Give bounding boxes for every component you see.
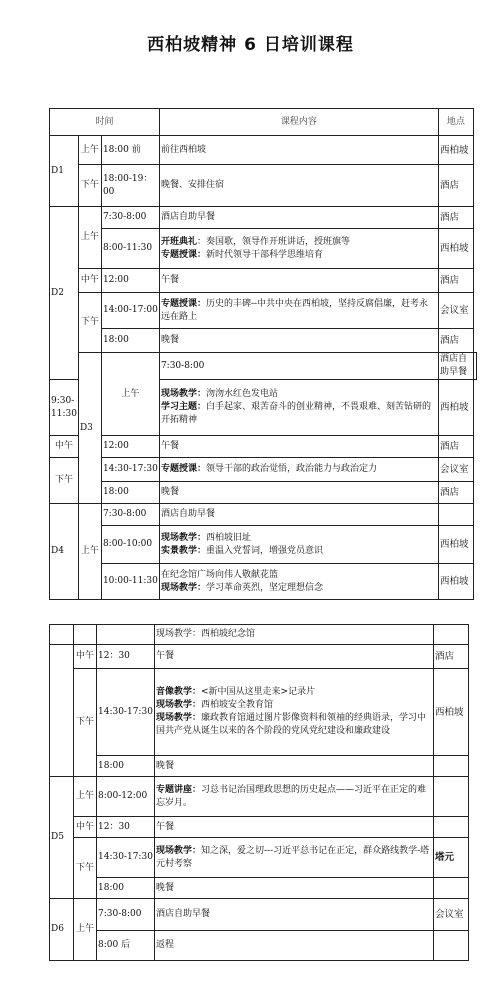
content-label: 专题讲座： (156, 784, 202, 795)
content-label: 现场教学： (160, 532, 206, 543)
location-cell: 会议室 (438, 293, 473, 329)
table-row (50, 353, 477, 380)
table-row (50, 293, 477, 329)
content-label: 开班典礼 (160, 236, 197, 247)
content-cell: 午餐 (155, 645, 434, 669)
time-cell: 12：30 (97, 817, 155, 838)
location-cell: 酒店 (434, 645, 469, 669)
content-line: 在纪念馆广场向伟人敬献花篮 (160, 569, 278, 580)
content-cell (159, 380, 438, 436)
schedule-table-2 (49, 624, 469, 961)
content-cell: 酒店自助早餐 (438, 353, 473, 380)
content-label: 专题授课： (160, 249, 206, 260)
table-row (50, 669, 469, 756)
table-row (50, 564, 477, 600)
location-cell: 会议室 (434, 899, 469, 931)
table-row (50, 504, 477, 526)
time-cell: 18:00 (101, 482, 159, 504)
table-row (50, 625, 469, 645)
period-label: 上午 (74, 777, 97, 817)
location-cell: 酒店 (438, 436, 473, 458)
location-cell (473, 353, 476, 380)
content-text: <新中国从这里走来>记录片 (201, 687, 316, 697)
content-line (161, 532, 437, 545)
content-line (161, 388, 437, 401)
content-cell (155, 838, 434, 878)
document-title: 西柏坡精神 6 日培训课程 (147, 35, 354, 55)
content-label: 专题授课： (160, 298, 206, 309)
time-cell: 14:30-17:30 (97, 838, 155, 878)
content-label: 学习主题： (160, 402, 206, 412)
period-label: 中午 (74, 817, 97, 838)
table-row (50, 165, 477, 207)
content-cell: 晚餐 (155, 878, 434, 899)
day-label: D4 (50, 504, 79, 600)
period-label: 上午 (74, 899, 97, 961)
content-cell: 午餐 (159, 436, 438, 458)
location-cell: 塔元 (434, 838, 469, 878)
time-cell: 8:00-12:00 (97, 777, 155, 817)
table-row (50, 436, 477, 458)
content-line (156, 712, 432, 738)
content-line (161, 249, 437, 262)
time-cell: 18:00 (97, 756, 155, 777)
content-cell: 现场教学：西柏坡纪念馆 (155, 625, 434, 645)
content-line (161, 401, 437, 427)
content-text: 白手起家、艰苦奋斗的创业精神，不畏艰难、刻苦钻研的开拓精神 (160, 402, 431, 425)
content-line (161, 545, 437, 558)
content-text: 西柏坡安全教育馆 (201, 700, 274, 710)
time-cell: 10:00-11:30 (101, 564, 159, 600)
content-cell: 前往西柏坡 (159, 136, 438, 165)
content-text: 知之深，爱之切---习近平总书记在正定，群众路线教学-塔元村考察 (156, 845, 430, 869)
period-label: 下午 (78, 165, 101, 207)
day-label: D2 (50, 207, 79, 380)
content-line (161, 582, 437, 595)
content-label: 专题授课： (160, 464, 206, 474)
content-cell (159, 293, 438, 329)
content-cell (159, 229, 438, 269)
location-cell (438, 504, 473, 526)
period-label: 中午 (78, 269, 101, 293)
content-text: 新时代领导干部科学思维培育 (205, 249, 323, 260)
content-text: 重温入党誓词，增强党员意识 (205, 545, 323, 556)
schedule-table-1 (49, 108, 477, 600)
content-cell (159, 564, 438, 600)
location-cell: 酒店 (438, 207, 473, 229)
content-cell (155, 777, 434, 817)
period-label: 上午 (101, 353, 159, 436)
day-label: D1 (50, 136, 79, 207)
table-row (50, 207, 477, 229)
location-cell: 西柏坡 (438, 136, 473, 165)
table-header-row (50, 109, 477, 136)
period-label: 上午 (78, 136, 101, 165)
period-label: 下午 (74, 669, 97, 777)
time-cell: 7:30-8:00 (101, 504, 159, 526)
content-label: 现场教学： (156, 713, 202, 723)
content-line (156, 686, 432, 699)
period-label: 下午 (50, 458, 79, 504)
header-location: 地点 (438, 109, 473, 136)
time-cell: 7:30-8:00 (159, 353, 438, 380)
time-cell: 7:30-8:00 (97, 899, 155, 931)
content-cell: 晚餐 (159, 482, 438, 504)
content-label: 音像教学： (156, 687, 202, 697)
content-text: 廉政教育馆通过图片影像资料和领袖的经典语录，学习中国共产党从诞生以来的各个阶段的党风党纪建设和廉政建设 (156, 713, 427, 736)
time-cell: 12:00 (101, 269, 159, 293)
period-label: 下午 (74, 838, 97, 899)
content-cell: 酒店自助早餐 (159, 504, 438, 526)
content-cell: 晚餐、安排住宿 (159, 165, 438, 207)
table-row (50, 817, 469, 838)
content-cell (155, 669, 434, 756)
content-cell: 酒店自助早餐 (159, 207, 438, 229)
time-cell: 9:30-11:30 (50, 380, 79, 436)
time-cell: 7:30-8:00 (101, 207, 159, 229)
time-cell: 8:00-11:30 (101, 229, 159, 269)
location-cell: 西柏坡 (434, 669, 469, 756)
time-cell: 12:00 (101, 436, 159, 458)
period-label: 中午 (74, 645, 97, 669)
table-row (50, 838, 469, 878)
time-cell: 12：30 (97, 645, 155, 669)
table-row (50, 931, 469, 961)
time-cell: 18:00-19：00 (101, 165, 159, 207)
location-cell: 酒店 (438, 165, 473, 207)
time-cell: 18:00 (101, 329, 159, 353)
day-label: D5 (50, 777, 74, 899)
content-line (161, 236, 437, 249)
time-cell: 14:30-17:30 (97, 669, 155, 756)
table-row (50, 777, 469, 817)
table-row (50, 229, 477, 269)
content-text: 领导干部的政治觉悟，政治能力与政治定力 (205, 464, 377, 474)
table-row (50, 458, 477, 482)
location-cell: 西柏坡 (438, 229, 473, 269)
content-line (156, 699, 432, 712)
content-cell: 晚餐 (155, 756, 434, 777)
location-cell: 西柏坡 (438, 526, 473, 564)
content-label: 现场教学： (160, 389, 206, 399)
content-text: 历史的丰碑--中共中央在西柏坡，坚持反腐倡廉，赶考永远在路上 (160, 298, 429, 322)
content-cell: 午餐 (155, 817, 434, 838)
period-label: 上午 (78, 504, 101, 600)
table-row (50, 899, 469, 931)
period-label: 中午 (50, 436, 79, 458)
day-label: D6 (50, 899, 74, 961)
time-cell: 14:00-17:00 (101, 293, 159, 329)
time-cell: 18:00 前 (101, 136, 159, 165)
content-text: 西柏坡旧址 (205, 532, 251, 543)
content-text: 习总书记治国理政思想的历史起点——习近平在正定的难忘岁月。 (156, 784, 427, 808)
location-cell: 西柏坡 (438, 564, 473, 600)
location-cell: 酒店 (438, 329, 473, 353)
content-cell: 晚餐 (159, 329, 438, 353)
table-row (50, 482, 477, 504)
content-text: 沕沕水红色发电站 (205, 389, 278, 399)
table-row (50, 756, 469, 777)
table-row (50, 526, 477, 564)
table-row (50, 269, 477, 293)
location-cell: 会议室 (438, 458, 473, 482)
time-cell: 18:00 (97, 878, 155, 899)
location-cell: 酒店 (438, 269, 473, 293)
content-label: 现场教学： (160, 582, 206, 593)
content-cell: 午餐 (159, 269, 438, 293)
content-cell (159, 526, 438, 564)
period-label: 下午 (78, 293, 101, 353)
location-cell: 西柏坡 (438, 380, 473, 436)
time-cell: 8:00 后 (97, 931, 155, 961)
table-row (50, 878, 469, 899)
location-cell: 酒店 (438, 482, 473, 504)
content-text: 学习革命英烈，坚定理想信念 (205, 582, 323, 593)
content-text: ：奏国歌，领导作开班讲话，授班旗等 (196, 236, 350, 247)
table-row (50, 645, 469, 669)
content-label: 现场教学： (156, 845, 202, 856)
header-content: 课程内容 (159, 109, 438, 136)
content-cell (159, 458, 438, 482)
table-row (50, 329, 477, 353)
period-label: 上午 (78, 207, 101, 269)
day-label: D3 (78, 353, 101, 504)
time-cell: 14:30-17:30 (101, 458, 159, 482)
header-time: 时间 (50, 109, 160, 136)
content-label: 现场教学： (156, 700, 202, 710)
table-row (50, 136, 477, 165)
content-cell: 返程 (155, 931, 434, 961)
content-cell: 酒店自助早餐 (155, 899, 434, 931)
time-cell: 8:00-10:00 (101, 526, 159, 564)
content-label: 实景教学： (160, 545, 206, 556)
